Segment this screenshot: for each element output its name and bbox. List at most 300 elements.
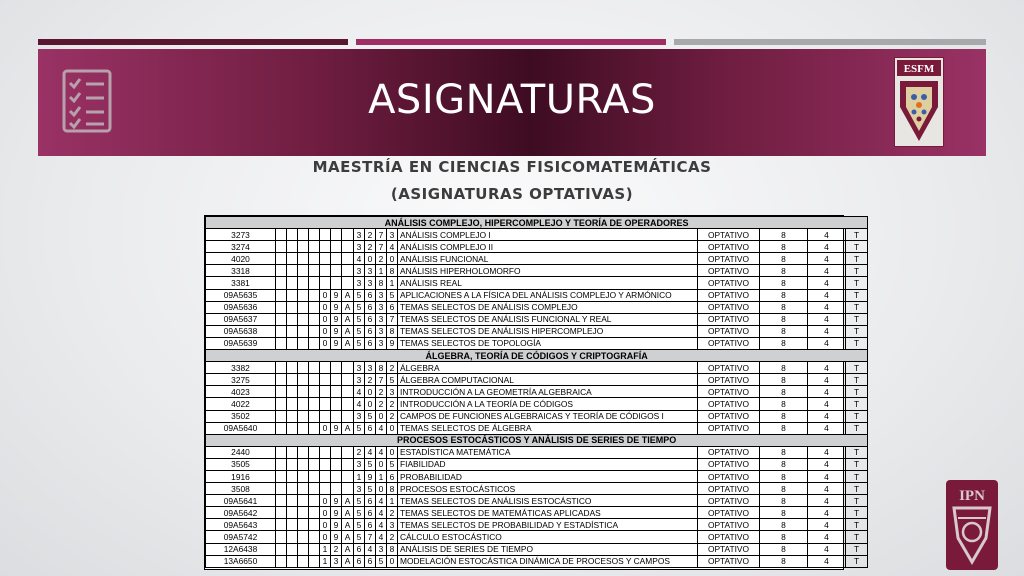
code-digit (331, 470, 342, 482)
course-hours: 4 (808, 301, 846, 313)
course-type: OPTATIVO (698, 253, 760, 265)
course-code: 09A5641 (206, 495, 276, 507)
section-header-row (206, 350, 868, 362)
code-digit: 8 (376, 277, 387, 289)
code-digit (320, 458, 331, 470)
empty-cell (276, 422, 287, 434)
code-digit (320, 362, 331, 374)
code-digit (320, 265, 331, 277)
course-type: OPTATIVO (698, 531, 760, 543)
code-digit: 5 (354, 495, 365, 507)
course-mode: T (846, 519, 868, 531)
code-digit: 2 (365, 374, 376, 386)
code-digit: 6 (365, 555, 376, 567)
code-digit: 4 (354, 253, 365, 265)
empty-cell (287, 374, 298, 386)
course-hours: 4 (808, 277, 846, 289)
code-digit: 2 (387, 362, 398, 374)
course-mode: T (846, 495, 868, 507)
course-type: OPTATIVO (698, 325, 760, 337)
course-credits: 8 (760, 495, 808, 507)
code-digit: 0 (320, 422, 331, 434)
course-credits: 8 (760, 483, 808, 495)
course-code: 2440 (206, 446, 276, 458)
code-digit: A (342, 422, 354, 434)
empty-cell (309, 277, 320, 289)
empty-cell (276, 555, 287, 567)
code-digit (320, 386, 331, 398)
course-credits: 8 (760, 253, 808, 265)
code-digit: 5 (354, 325, 365, 337)
code-digit: 3 (354, 410, 365, 422)
empty-cell (309, 446, 320, 458)
course-type: OPTATIVO (698, 277, 760, 289)
empty-cell (287, 507, 298, 519)
course-mode: T (846, 386, 868, 398)
empty-cell (287, 301, 298, 313)
course-code: 3318 (206, 265, 276, 277)
code-digit (331, 265, 342, 277)
code-digit: A (342, 289, 354, 301)
code-digit: 3 (376, 313, 387, 325)
course-type: OPTATIVO (698, 362, 760, 374)
course-name: ANÁLISIS FUNCIONAL (398, 253, 698, 265)
code-digit (320, 229, 331, 241)
code-digit: 0 (365, 386, 376, 398)
course-code: 3508 (206, 483, 276, 495)
section-title: ÁLGEBRA, TEORÍA DE CÓDIGOS Y CRIPTOGRAFÍA (206, 350, 868, 362)
course-name: CÁLCULO ESTOCÁSTICO (398, 531, 698, 543)
empty-cell (276, 386, 287, 398)
code-digit: A (342, 507, 354, 519)
course-credits: 8 (760, 337, 808, 349)
course-name: APLICACIONES A LA FÍSICA DEL ANÁLISIS COMPLEJO Y ARMÓNICO (398, 289, 698, 301)
code-digit: 2 (354, 446, 365, 458)
empty-cell (309, 301, 320, 313)
code-digit: 6 (365, 519, 376, 531)
code-digit: 8 (387, 483, 398, 495)
code-digit: A (342, 555, 354, 567)
code-digit: 5 (354, 519, 365, 531)
code-digit: 3 (354, 362, 365, 374)
code-digit: 0 (320, 301, 331, 313)
table-row (206, 422, 868, 434)
code-digit: 6 (387, 301, 398, 313)
empty-cell (309, 519, 320, 531)
empty-cell (276, 265, 287, 277)
code-digit: 6 (365, 313, 376, 325)
course-name: ANÁLISIS COMPLEJO I (398, 229, 698, 241)
code-digit: 0 (320, 325, 331, 337)
course-hours: 4 (808, 458, 846, 470)
code-digit: 3 (354, 229, 365, 241)
code-digit (342, 386, 354, 398)
empty-cell (309, 458, 320, 470)
course-code: 09A5637 (206, 313, 276, 325)
code-digit (320, 470, 331, 482)
code-digit: A (342, 495, 354, 507)
code-digit: 4 (387, 241, 398, 253)
empty-cell (298, 265, 309, 277)
empty-cell (287, 289, 298, 301)
code-digit: 8 (376, 362, 387, 374)
code-digit (320, 446, 331, 458)
code-digit: 5 (354, 289, 365, 301)
empty-cell (309, 337, 320, 349)
empty-cell (309, 543, 320, 555)
table-row (206, 483, 868, 495)
empty-cell (309, 483, 320, 495)
course-name: TEMAS SELECTOS DE PROBABILIDAD Y ESTADÍSTICA (398, 519, 698, 531)
code-digit: 3 (354, 374, 365, 386)
code-digit: 4 (376, 422, 387, 434)
code-digit (320, 374, 331, 386)
empty-cell (309, 313, 320, 325)
code-digit: 5 (387, 458, 398, 470)
code-digit (331, 253, 342, 265)
code-digit: 9 (331, 519, 342, 531)
course-name: ANÁLISIS REAL (398, 277, 698, 289)
code-digit: 5 (365, 458, 376, 470)
code-digit: 3 (387, 229, 398, 241)
code-digit: 9 (331, 325, 342, 337)
course-name: ANÁLISIS COMPLEJO II (398, 241, 698, 253)
course-name: PROBABILIDAD (398, 470, 698, 482)
code-digit: A (342, 519, 354, 531)
course-name: TEMAS SELECTOS DE ANÁLISIS COMPLEJO (398, 301, 698, 313)
code-digit: 7 (376, 229, 387, 241)
course-mode: T (846, 543, 868, 555)
empty-cell (287, 313, 298, 325)
course-code: 4023 (206, 386, 276, 398)
code-digit: 0 (320, 337, 331, 349)
course-code: 13A6650 (206, 555, 276, 567)
code-digit: 0 (365, 398, 376, 410)
empty-cell (298, 519, 309, 531)
course-type: OPTATIVO (698, 458, 760, 470)
empty-cell (298, 398, 309, 410)
empty-cell (298, 543, 309, 555)
empty-cell (298, 289, 309, 301)
empty-cell (276, 277, 287, 289)
course-type: OPTATIVO (698, 301, 760, 313)
code-digit (331, 410, 342, 422)
code-digit: 3 (376, 543, 387, 555)
code-digit (342, 277, 354, 289)
course-code: 3274 (206, 241, 276, 253)
course-code: 09A5643 (206, 519, 276, 531)
code-digit: 3 (387, 386, 398, 398)
code-digit: 3 (354, 483, 365, 495)
code-digit (331, 446, 342, 458)
code-digit: 1 (354, 470, 365, 482)
course-name: ESTADÍSTICA MATEMÁTICA (398, 446, 698, 458)
empty-cell (309, 289, 320, 301)
code-digit: A (342, 313, 354, 325)
empty-cell (309, 410, 320, 422)
empty-cell (287, 337, 298, 349)
empty-cell (276, 398, 287, 410)
course-hours: 4 (808, 253, 846, 265)
course-mode: T (846, 277, 868, 289)
course-code: 3502 (206, 410, 276, 422)
empty-cell (287, 229, 298, 241)
empty-cell (298, 241, 309, 253)
code-digit: 5 (354, 531, 365, 543)
course-code: 09A5638 (206, 325, 276, 337)
course-name: TEMAS SELECTOS DE ANÁLISIS HIPERCOMPLEJO (398, 325, 698, 337)
course-hours: 4 (808, 446, 846, 458)
empty-cell (309, 470, 320, 482)
svg-text:IPN: IPN (959, 488, 985, 504)
table-row (206, 543, 868, 555)
code-digit: 3 (376, 325, 387, 337)
course-hours: 4 (808, 362, 846, 374)
code-digit: 2 (376, 386, 387, 398)
course-type: OPTATIVO (698, 446, 760, 458)
course-code: 12A6438 (206, 543, 276, 555)
code-digit: 8 (387, 543, 398, 555)
course-hours: 4 (808, 495, 846, 507)
code-digit (342, 265, 354, 277)
course-mode: T (846, 325, 868, 337)
code-digit: 3 (376, 301, 387, 313)
course-mode: T (846, 229, 868, 241)
course-credits: 8 (760, 277, 808, 289)
course-type: OPTATIVO (698, 241, 760, 253)
code-digit: 4 (354, 386, 365, 398)
code-digit: 7 (365, 531, 376, 543)
empty-cell (276, 313, 287, 325)
course-hours: 4 (808, 519, 846, 531)
code-digit (320, 483, 331, 495)
code-digit: 2 (331, 543, 342, 555)
course-hours: 4 (808, 229, 846, 241)
table-row (206, 229, 868, 241)
empty-cell (298, 301, 309, 313)
course-name: ANÁLISIS DE SERIES DE TIEMPO (398, 543, 698, 555)
table-row (206, 362, 868, 374)
code-digit (331, 398, 342, 410)
empty-cell (309, 265, 320, 277)
table-row (206, 555, 868, 567)
empty-cell (287, 277, 298, 289)
code-digit: 5 (354, 313, 365, 325)
code-digit (320, 253, 331, 265)
table-row (206, 277, 868, 289)
course-name: TEMAS SELECTOS DE ANÁLISIS FUNCIONAL Y REAL (398, 313, 698, 325)
code-digit: A (342, 543, 354, 555)
course-code: 09A5636 (206, 301, 276, 313)
code-digit: 1 (387, 277, 398, 289)
course-hours: 4 (808, 289, 846, 301)
course-code: 09A5640 (206, 422, 276, 434)
course-credits: 8 (760, 265, 808, 277)
course-name: ÁLGEBRA COMPUTACIONAL (398, 374, 698, 386)
empty-cell (298, 313, 309, 325)
course-credits: 8 (760, 229, 808, 241)
table-row (206, 374, 868, 386)
course-hours: 4 (808, 325, 846, 337)
code-digit: 2 (365, 241, 376, 253)
code-digit: 7 (376, 374, 387, 386)
empty-cell (298, 386, 309, 398)
code-digit: 1 (320, 555, 331, 567)
empty-cell (298, 446, 309, 458)
table-row (206, 301, 868, 313)
course-mode: T (846, 374, 868, 386)
code-digit: 4 (354, 398, 365, 410)
page-title: ASIGNATURAS (368, 77, 656, 123)
title-banner (38, 49, 986, 156)
code-digit: 2 (387, 507, 398, 519)
code-digit (320, 398, 331, 410)
code-digit (342, 483, 354, 495)
course-credits: 8 (760, 386, 808, 398)
section-title: ANÁLISIS COMPLEJO, HIPERCOMPLEJO Y TEORÍA DE OPERADORES (206, 217, 868, 229)
section-header-row (206, 217, 868, 229)
empty-cell (309, 422, 320, 434)
esfm-logo (894, 57, 944, 147)
empty-cell (287, 555, 298, 567)
course-mode: T (846, 313, 868, 325)
code-digit (342, 410, 354, 422)
empty-cell (309, 507, 320, 519)
empty-cell (276, 241, 287, 253)
course-credits: 8 (760, 446, 808, 458)
course-credits: 8 (760, 325, 808, 337)
code-digit: 6 (365, 325, 376, 337)
code-digit: 6 (365, 289, 376, 301)
empty-cell (298, 470, 309, 482)
course-mode: T (846, 265, 868, 277)
course-credits: 8 (760, 410, 808, 422)
code-digit: 5 (354, 301, 365, 313)
course-code: 4022 (206, 398, 276, 410)
course-code: 1916 (206, 470, 276, 482)
course-name: ÁLGEBRA (398, 362, 698, 374)
empty-cell (298, 495, 309, 507)
table-row (206, 398, 868, 410)
course-mode: T (846, 398, 868, 410)
empty-cell (276, 483, 287, 495)
code-digit: 0 (320, 519, 331, 531)
table-row (206, 519, 868, 531)
empty-cell (276, 531, 287, 543)
code-digit: A (342, 325, 354, 337)
empty-cell (276, 301, 287, 313)
code-digit: 9 (331, 422, 342, 434)
course-code: 3275 (206, 374, 276, 386)
empty-cell (309, 229, 320, 241)
code-digit: 6 (365, 507, 376, 519)
code-digit: 0 (376, 458, 387, 470)
code-digit (342, 398, 354, 410)
courses-table (204, 215, 860, 570)
code-digit: 9 (331, 313, 342, 325)
course-type: OPTATIVO (698, 519, 760, 531)
program-name: MAESTRÍA EN CIENCIAS FISICOMATEMÁTICAS (312, 158, 712, 176)
code-digit: 4 (365, 446, 376, 458)
code-digit (342, 253, 354, 265)
empty-cell (309, 495, 320, 507)
course-credits: 8 (760, 543, 808, 555)
empty-cell (298, 362, 309, 374)
top-bar-dark (38, 39, 348, 45)
course-hours: 4 (808, 337, 846, 349)
code-digit: 6 (387, 470, 398, 482)
code-digit: 5 (354, 422, 365, 434)
code-digit: 6 (365, 422, 376, 434)
code-digit: 1 (387, 495, 398, 507)
code-digit (342, 458, 354, 470)
code-digit (342, 229, 354, 241)
code-digit (342, 446, 354, 458)
empty-cell (276, 337, 287, 349)
code-digit: 3 (376, 289, 387, 301)
empty-cell (287, 253, 298, 265)
code-digit (331, 386, 342, 398)
course-type: OPTATIVO (698, 470, 760, 482)
course-name: INTRODUCCIÓN A LA GEOMETRÍA ALGEBRAICA (398, 386, 698, 398)
empty-cell (298, 458, 309, 470)
course-hours: 4 (808, 410, 846, 422)
course-credits: 8 (760, 531, 808, 543)
code-digit (320, 410, 331, 422)
course-mode: T (846, 289, 868, 301)
empty-cell (276, 507, 287, 519)
code-digit (342, 241, 354, 253)
code-digit: 9 (331, 495, 342, 507)
code-digit: 0 (376, 410, 387, 422)
empty-cell (276, 374, 287, 386)
empty-cell (309, 241, 320, 253)
empty-cell (309, 325, 320, 337)
code-digit: 2 (387, 410, 398, 422)
code-digit: 4 (376, 507, 387, 519)
empty-cell (287, 531, 298, 543)
empty-cell (276, 458, 287, 470)
course-mode: T (846, 301, 868, 313)
code-digit: 0 (365, 253, 376, 265)
empty-cell (276, 495, 287, 507)
course-credits: 8 (760, 313, 808, 325)
empty-cell (276, 362, 287, 374)
empty-cell (298, 325, 309, 337)
course-code: 09A5639 (206, 337, 276, 349)
code-digit: 9 (331, 301, 342, 313)
table-row (206, 458, 868, 470)
course-name: PROCESOS ESTOCÁSTICOS (398, 483, 698, 495)
course-hours: 4 (808, 531, 846, 543)
code-digit (331, 277, 342, 289)
table-row (206, 470, 868, 482)
code-digit: 2 (387, 398, 398, 410)
empty-cell (298, 277, 309, 289)
code-digit: 0 (376, 483, 387, 495)
section-title: PROCESOS ESTOCÁSTICOS Y ANÁLISIS DE SERIES DE TIEMPO (206, 434, 868, 446)
code-digit: A (342, 531, 354, 543)
course-code: 3381 (206, 277, 276, 289)
course-name: FIABILIDAD (398, 458, 698, 470)
empty-cell (298, 422, 309, 434)
code-digit: 6 (365, 495, 376, 507)
code-digit: 6 (354, 543, 365, 555)
course-credits: 8 (760, 458, 808, 470)
course-mode: T (846, 507, 868, 519)
code-digit (331, 374, 342, 386)
code-digit (342, 362, 354, 374)
